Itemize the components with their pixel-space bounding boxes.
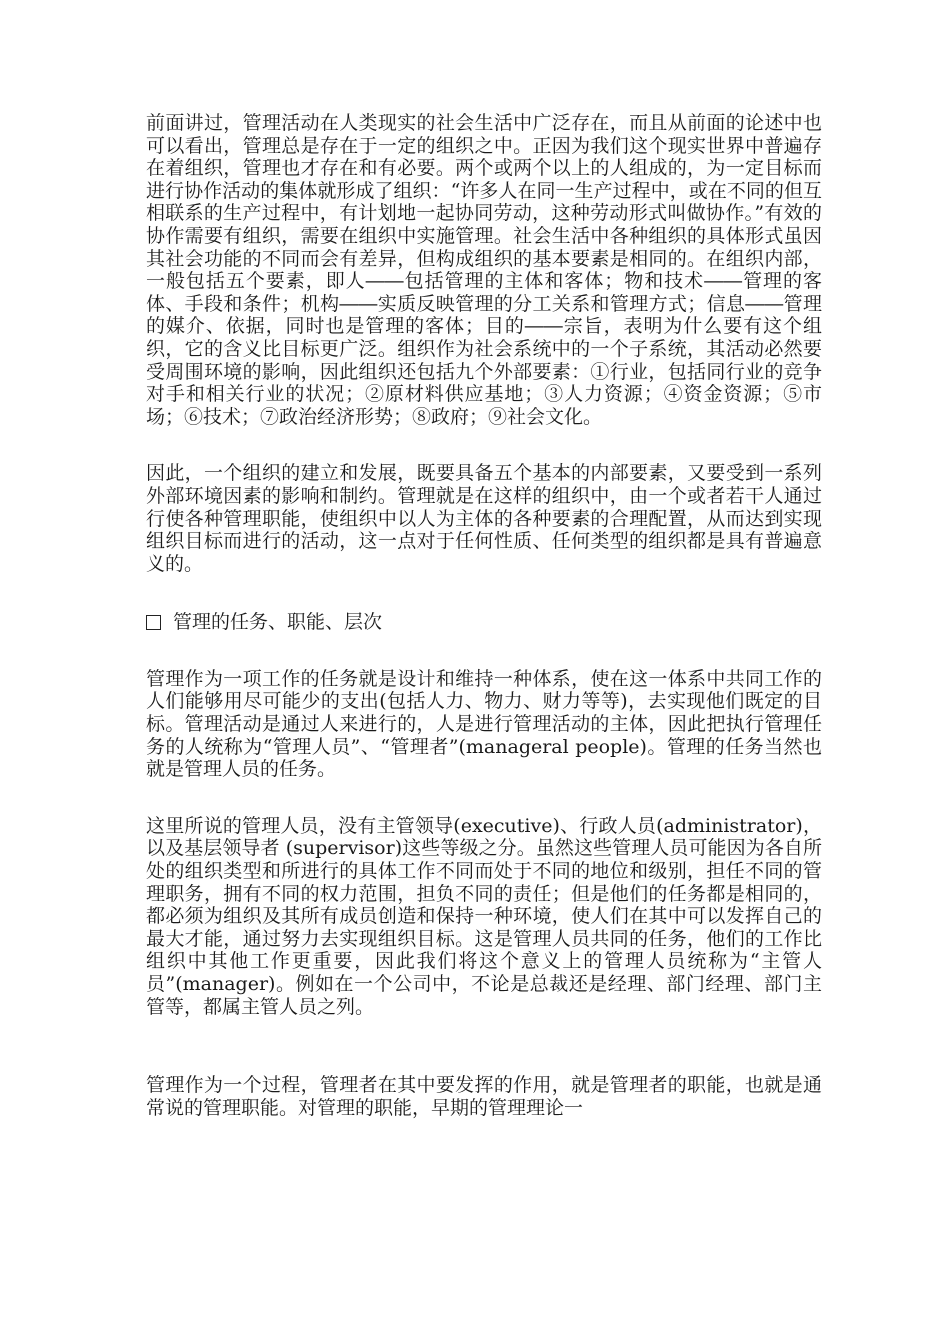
section-heading-text: 管理的任务、职能、层次 bbox=[173, 611, 383, 634]
paragraph-management-definition: 因此，一个组织的建立和发展，既要具备五个基本的内部要素，又要受到一系列外部环境因素的影响和制约。管理就是在这样的组织中，由一个或者若干人通过行使各种管理职能，使组织中以人为主体的各种要素的合理配置，从而达到实现组织目标而进行的活动，这一点对于任何性质、任何类型的组织都是具有普遍意义的。 bbox=[146, 462, 822, 575]
paragraph-management-task: 管理作为一项工作的任务就是设计和维持一种体系，使在这一体系中共同工作的人们能够用尽可能少的支出(包括人力、物力、财力等等)，去实现他们既定的目标。管理活动是通过人来进行的，人是进行管理活动的主体，因此把执行管理任务的人统称为“管理人员”、“管理者”(manageral people)。管理的任务当然也就是管理人员的任务。 bbox=[146, 667, 822, 781]
paragraph-management-function: 管理作为一个过程，管理者在其中要发挥的作用，就是管理者的职能，也就是通常说的管理职能。对管理的职能，早期的管理理论一 bbox=[146, 1074, 822, 1119]
checkbox-icon bbox=[146, 615, 161, 630]
section-heading bbox=[146, 611, 822, 634]
paragraph-managers: 这里所说的管理人员，没有主管领导(executive)、行政人员(administrator)，以及基层领导者 (supervisor)这些等级之分。虽然这些管理人员可能因为各自所处的组织类型和所进行的具体工作不同而处于不同的地位和级别，担任不同的管理职务，拥有不同的权力范围，担负不同的责任；但是他们的任务都是相同的，都必须为组织及其所有成员创造和保持一种环境，使人们在其中可以发挥自己的最大才能，通过努力去实现组织目标。这是管理人员共同的任务，他们的工作比组织中其他工作更重要，因此我们将这个意义上的管理人员统称为“主管人员”(manager)。例如在一个公司中，不论是总裁还是经理、部门经理、部门主管等，都属主管人员之列。 bbox=[146, 814, 822, 1018]
document-body bbox=[146, 112, 822, 1119]
paragraph-organization: 前面讲过，管理活动在人类现实的社会生活中广泛存在，而且从前面的论述中也可以看出，管理总是存在于一定的组织之中。正因为我们这个现实世界中普遍存在着组织，管理也才存在和有必要。两个或两个以上的人组成的，为一定目标而进行协作活动的集体就形成了组织：“许多人在同一生产过程中，或在不同的但互相联系的生产过程中，有计划地一起协同劳动，这种劳动形式叫做协作。”有效的协作需要有组织，需要在组织中实施管理。社会生活中各种组织的具体形式虽因其社会功能的不同而会有差异，但构成组织的基本要素是相同的。在组织内部，一般包括五个要素，即人――包括管理的主体和客体；物和技术――管理的客体、手段和条件；机构――实质反映管理的分工关系和管理方式；信息――管理的媒介、依据，同时也是管理的客体；目的――宗旨，表明为什么要有这个组织，它的含义比目标更广泛。组织作为社会系统中的一个子系统，其活动必然要受周围环境的影响，因此组织还包括九个外部要素：①行业，包括同行业的竞争对手和相关行业的状况；②原材料供应基地；③人力资源；④资金资源；⑤市场；⑥技术；⑦政治经济形势；⑧政府；⑨社会文化。 bbox=[146, 112, 822, 428]
